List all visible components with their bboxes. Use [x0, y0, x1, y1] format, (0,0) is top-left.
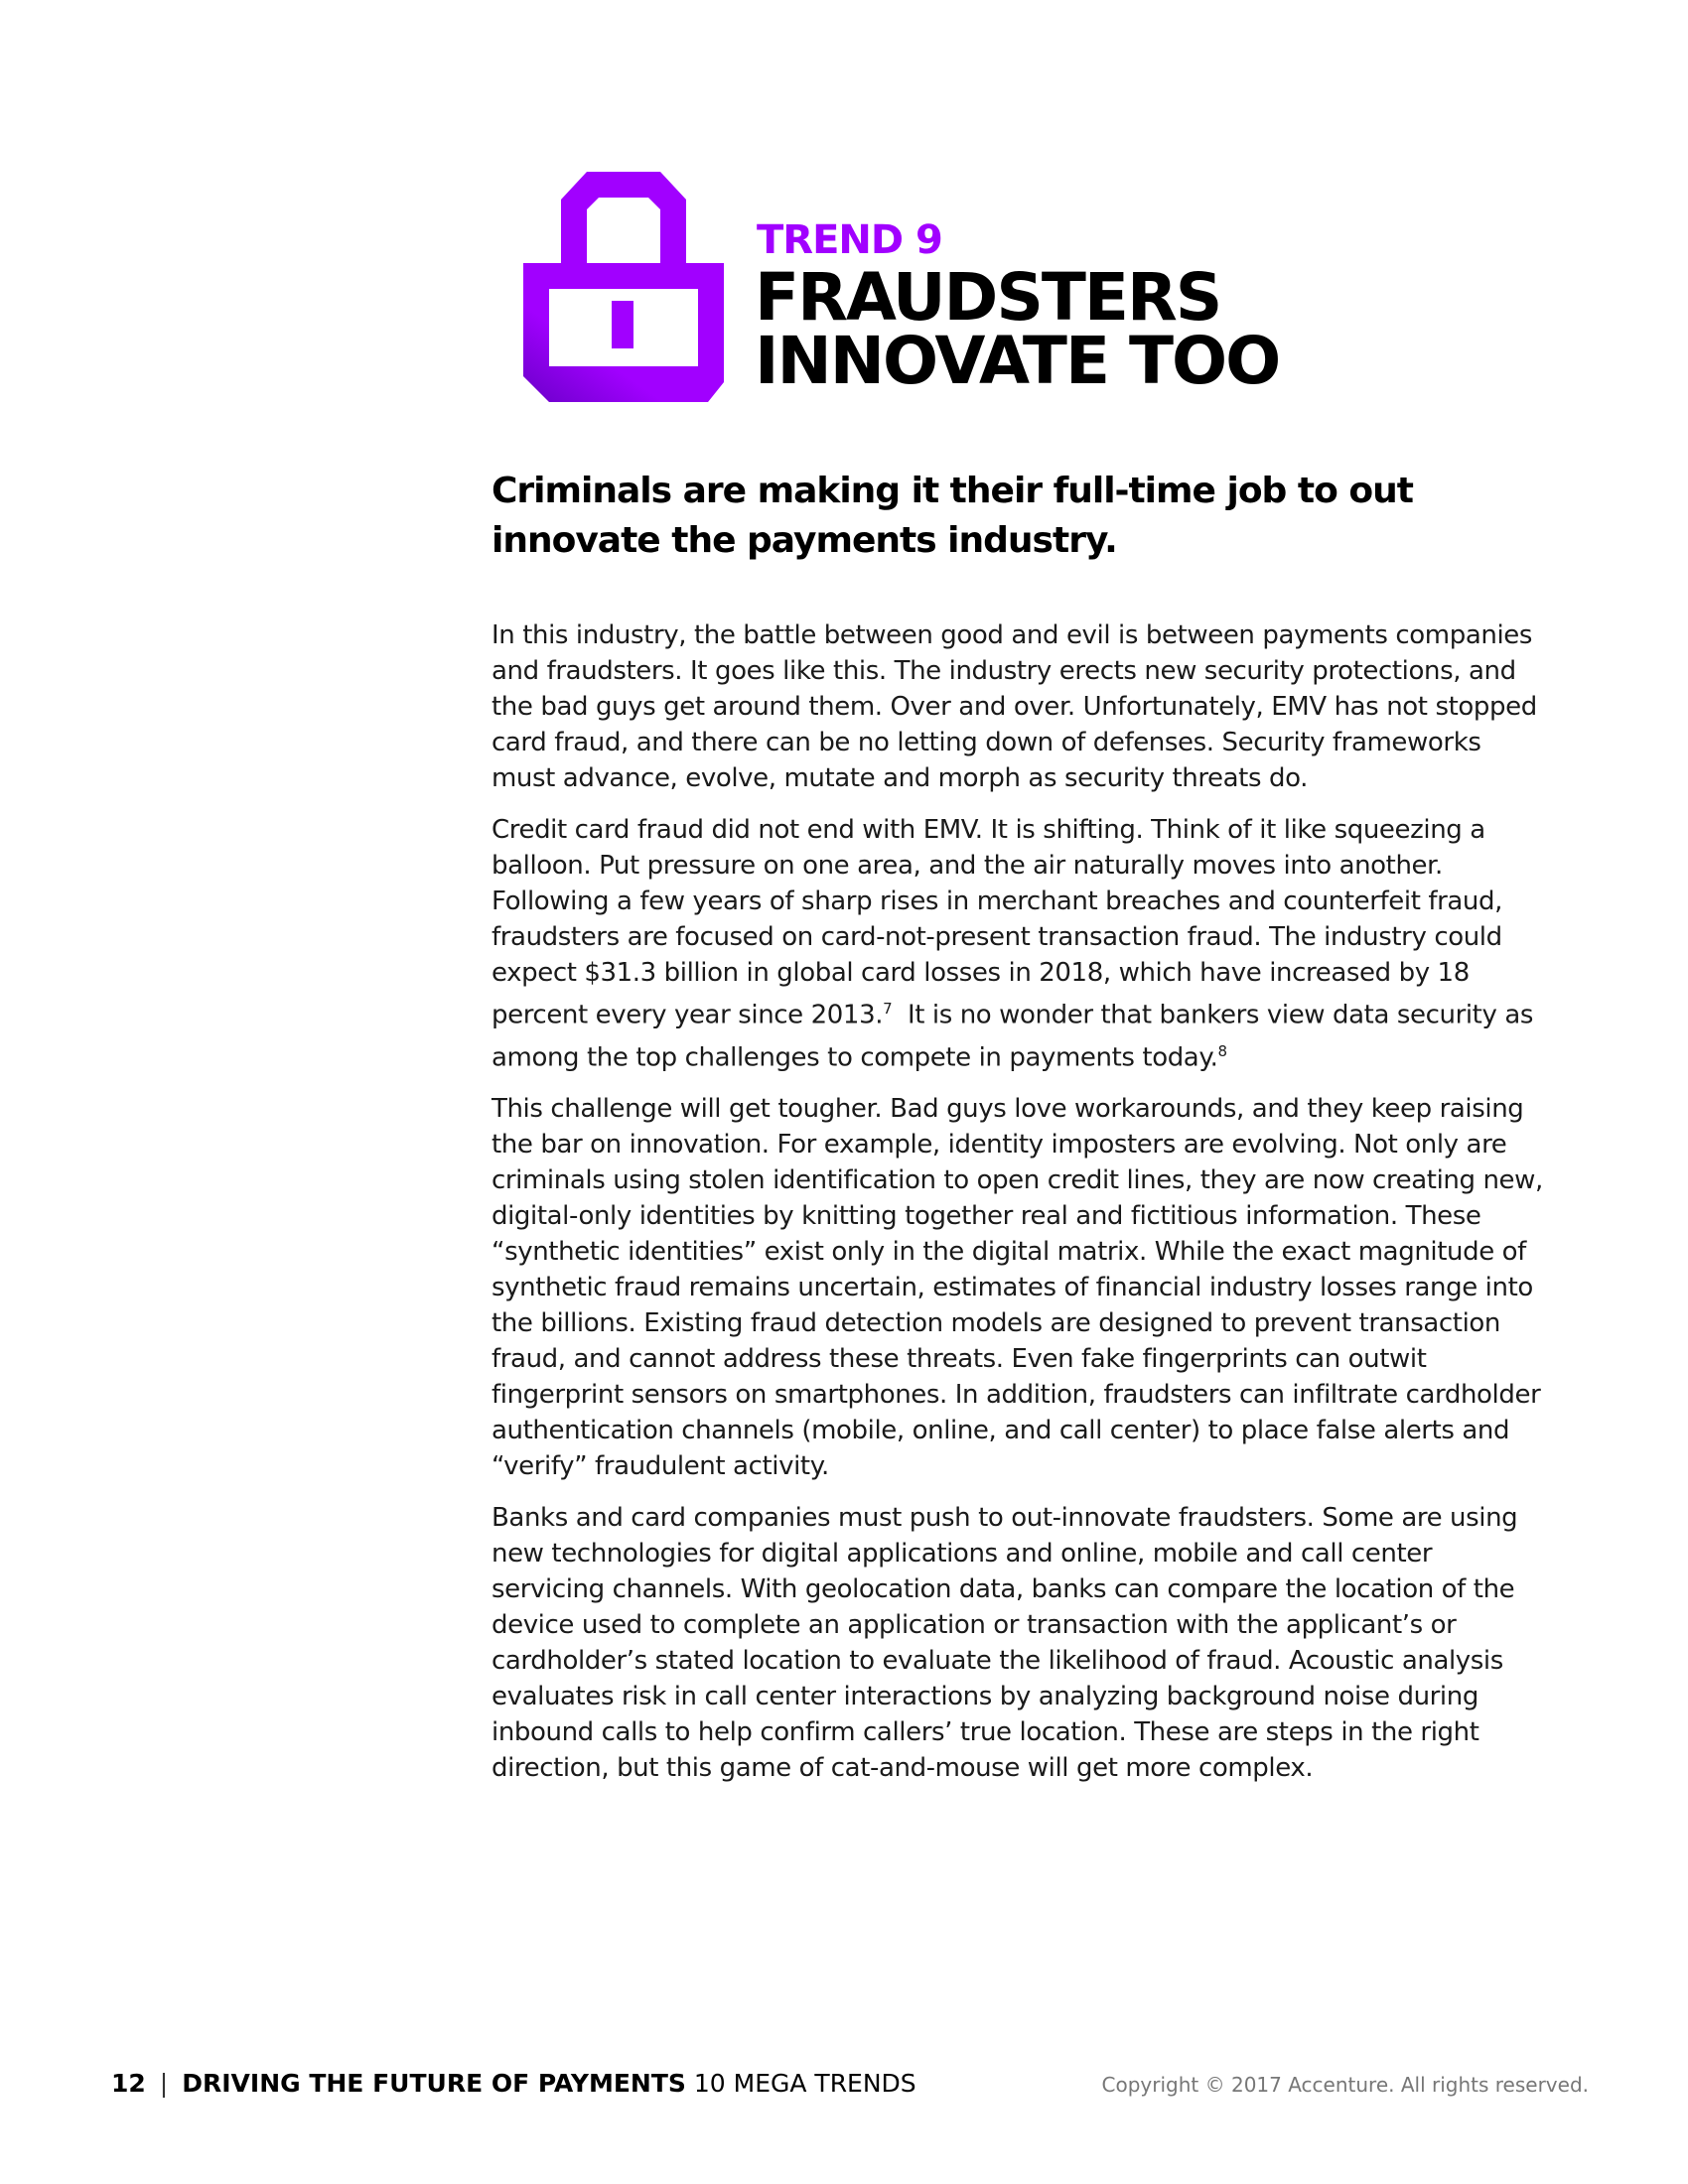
subhead: Criminals are making it their full-time job to out innovate the payments industry.	[492, 471, 1413, 561]
publication-title: DRIVING THE FUTURE OF PAYMENTS	[182, 2069, 686, 2098]
paragraph-3: This challenge will get tougher. Bad guys love workarounds, and they keep raising the bar on innovation. For example, identity imposters are evolving. Not only are criminals using stolen identification to open credit lines, they are now creating new, digital-only identities by knitting together real and fictitious information. These “synthetic identities” exist only in the digital matrix. While the exact magnitude of synthetic fraud remains uncertain, estimates of financial industry losses range into the billions. Existing fraud detection models are designed to prevent transaction fraud, and cannot address these threats. Even fake fingerprints can outwit fingerprint sensors on smartphones. In addition, fraudsters can infiltrate cardholder authentication channels (mobile, online, and call center) to place false alerts and “verify” fraudulent activity.	[492, 1094, 1543, 1482]
paragraph-1: In this industry, the battle between good and evil is between payments companies and fraudsters. It goes like this. The industry erects new security protections, and the bad guys get around them. Over and over. Unfortunately, EMV has not stopped card fraud, and there can be no letting down of defenses. Security frameworks must advance, evolve, mutate and morph as security threats do.	[492, 620, 1537, 793]
footer	[111, 2069, 916, 2098]
paragraph-2	[492, 812, 1544, 1075]
trend-title-line-2: INNOVATE TOO	[755, 323, 1280, 399]
page-number: 12	[111, 2069, 146, 2098]
footer-separator: |	[159, 2069, 169, 2098]
trend-label: TREND 9	[757, 217, 942, 263]
body-text	[492, 617, 1544, 1802]
footnote-ref: 8	[1217, 1041, 1227, 1060]
paragraph-4: Banks and card companies must push to out-innovate fraudsters. Some are using new technologies for digital applications and online, mobile and call center servicing channels. With geolocation data, banks can compare the location of the device used to complete an application or transaction with the applicant’s or cardholder’s stated location to evaluate the likelihood of fraud. Acoustic analysis evaluates risk in call center interactions by analyzing background noise during inbound calls to help confirm callers’ true location. These are steps in the right direction, but this game of cat-and-mouse will get more complex.	[492, 1503, 1518, 1784]
publication-subtitle: 10 MEGA TRENDS	[693, 2069, 916, 2098]
paragraph-2-text: Credit card fraud did not end with EMV. It is shifting. Think of it like squeezing a balloon. Put pressure on one area, and the air naturally moves into another. Following a few years of sharp rises in merchant breaches and counterfeit fraud, fraudsters are focused on card-not-present transaction fraud. The industry could expect $31.3 billion in global card losses in 2018, which have increased by 18 percent every year since 2013.	[492, 815, 1502, 1030]
trend-title	[755, 259, 1280, 399]
copyright: Copyright © 2017 Accenture. All rights reserved.	[1101, 2073, 1589, 2097]
paragraph-2-continuation: It is no wonder that bankers view data security as among the top challenges to compete in payments today.	[492, 1000, 1534, 1073]
trend-title-line-1: FRAUDSTERS	[755, 259, 1221, 336]
footnote-ref: 7	[883, 1000, 893, 1018]
lock-icon	[523, 172, 724, 402]
